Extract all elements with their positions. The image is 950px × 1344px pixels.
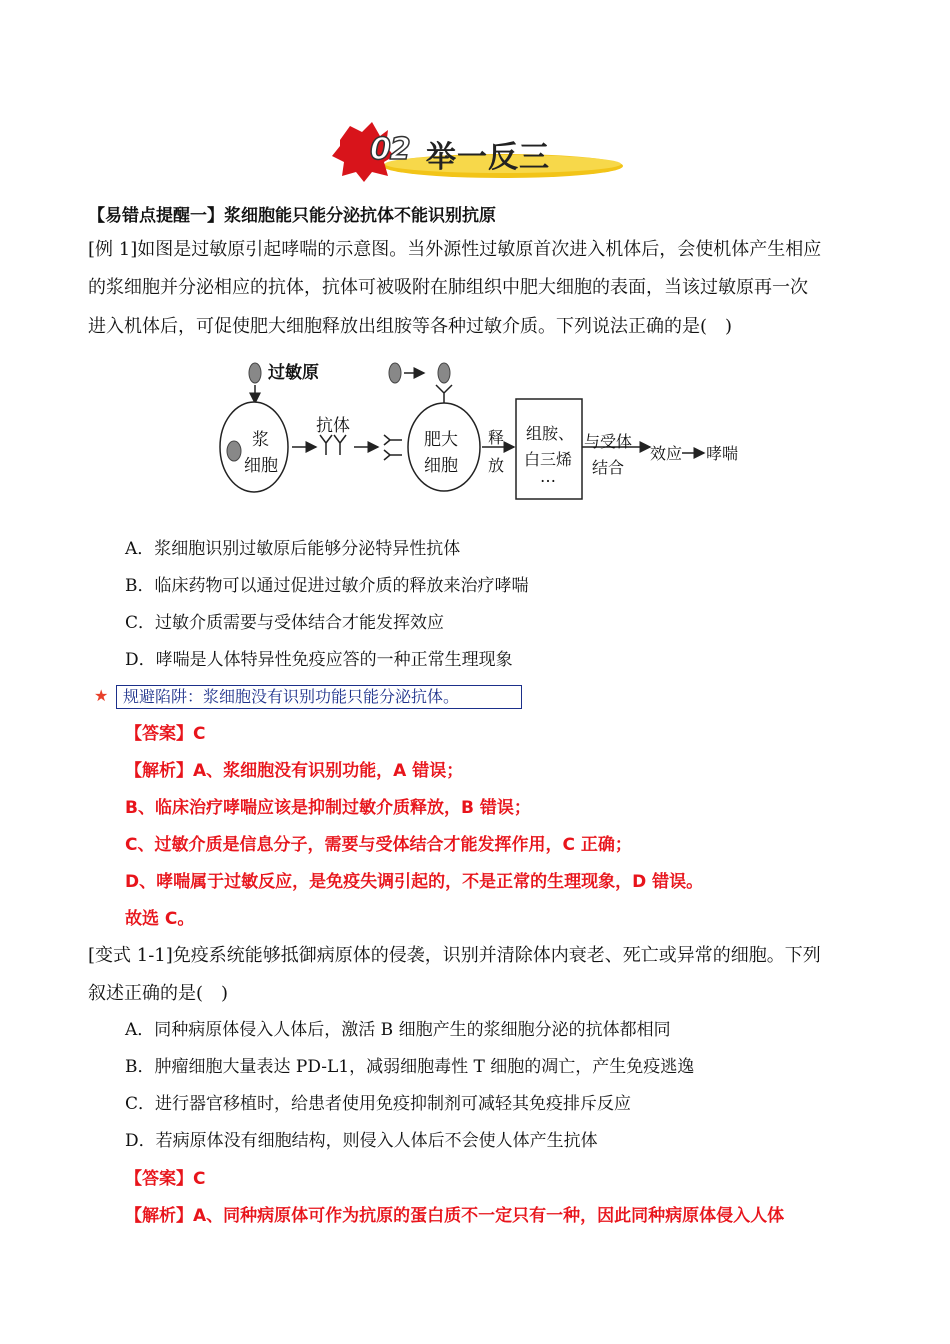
mediator-box-text: … (540, 467, 556, 486)
example-stem-line: [例 1]如图是过敏原引起哮喘的示意图。当外源性过敏原首次进入机体后，会使机体产生相应 (88, 239, 822, 260)
variant-stem-line: [变式 1-1]免疫系统能够抵御病原体的侵袭，识别并清除体内衰老、死亡或异常的细胞。下列 (88, 945, 821, 966)
option-b: B．临床药物可以通过促进过敏介质的释放来治疗哮喘 (125, 576, 529, 596)
mast-cell-label: 细胞 (424, 456, 458, 476)
receptor-label: 与受体 (584, 432, 633, 451)
plasma-cell-label: 浆 (252, 430, 269, 450)
allergen-label: 过敏原 (268, 363, 319, 383)
variant-answer: 【答案】C (125, 1169, 206, 1189)
plasma-cell-label: 细胞 (244, 456, 278, 476)
variant-option-a: A．同种病原体侵入人体后，激活 B 细胞产生的浆细胞分泌的抗体都相同 (125, 1020, 671, 1040)
mediator-box-text: 组胺、 (526, 424, 575, 443)
example-stem-line: 的浆细胞并分泌相应的抗体，抗体可被吸附在肺组织中肥大细胞的表面，当该过敏原再一次 (88, 277, 808, 298)
variant-stem-line: 叙述正确的是( ) (88, 983, 229, 1004)
trap-tip-box (116, 685, 522, 709)
analysis-line: 故选 C。 (125, 909, 195, 929)
variant-option-b: B．肿瘤细胞大量表达 PD-L1，减弱细胞毒性 T 细胞的凋亡，产生免疫逃逸 (125, 1057, 695, 1077)
option-d: D．哮喘是人体特异性免疫应答的一种正常生理现象 (125, 650, 513, 670)
asthma-label: 哮喘 (706, 444, 739, 463)
release-label: 放 (488, 456, 505, 475)
banner-title: 举一反三 (426, 140, 550, 175)
star-icon: ★ (94, 686, 109, 705)
release-label: 释 (488, 428, 505, 447)
option-c: C．过敏介质需要与受体结合才能发挥效应 (125, 613, 445, 633)
option-a: A．浆细胞识别过敏原后能够分泌特异性抗体 (125, 539, 461, 559)
analysis-line: 【解析】A、浆细胞没有识别功能，A 错误； (125, 761, 464, 781)
analysis-line: C、过敏介质是信息分子，需要与受体结合才能发挥作用，C 正确； (125, 835, 632, 855)
banner-number: 02 (370, 132, 410, 167)
effect-label: 效应 (650, 444, 683, 463)
answer: 【答案】C (125, 724, 206, 744)
analysis-line: D、哮喘属于过敏反应，是免疫失调引起的，不是正常的生理现象，D 错误。 (125, 872, 704, 892)
section-banner (328, 118, 628, 188)
trap-tip-text: 规避陷阱：浆细胞没有识别功能只能分泌抗体。 (123, 687, 460, 706)
receptor-label: 结合 (592, 458, 625, 477)
example-stem-line: 进入机体后，可促使肥大细胞释放出组胺等各种过敏介质。下列说法正确的是( ) (88, 316, 733, 337)
mast-cell-label: 肥大 (424, 430, 458, 450)
variant-analysis-line: 【解析】A、同种病原体可作为抗原的蛋白质不一定只有一种，因此同种病原体侵入人体 (125, 1206, 785, 1226)
mediator-box-text: 白三烯 (524, 450, 573, 469)
variant-option-d: D．若病原体没有细胞结构，则侵入人体后不会使人体产生抗体 (125, 1131, 598, 1151)
antibody-label: 抗体 (316, 416, 350, 436)
allergy-diagram (212, 355, 747, 505)
analysis-line: B、临床治疗哮喘应该是抑制过敏介质释放，B 错误； (125, 798, 531, 818)
variant-option-c: C．进行器官移植时，给患者使用免疫抑制剂可减轻其免疫排斥反应 (125, 1094, 632, 1114)
section-title: 【易错点提醒一】浆细胞能只能分泌抗体不能识别抗原 (88, 206, 496, 226)
